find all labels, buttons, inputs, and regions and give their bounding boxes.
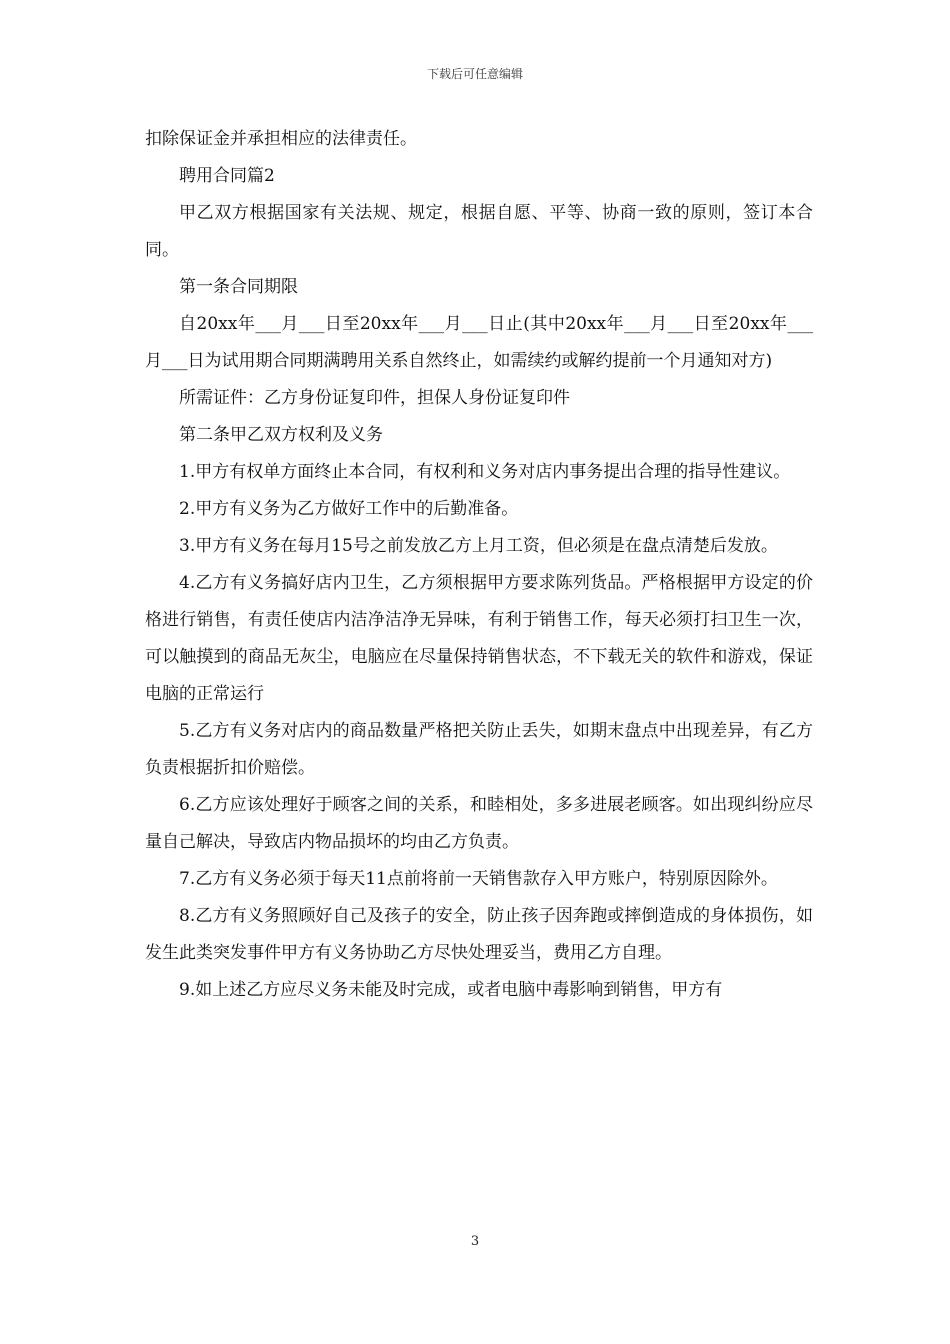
paragraph-continuation: 扣除保证金并承担相应的法律责任。 (145, 129, 417, 149)
paragraph-documents: 所需证件：乙方身份证复印件，担保人身份证复印件 (179, 388, 570, 408)
paragraph-preamble: 甲乙双方根据国家有关法规、规定，根据自愿、平等、协商一致的原则，签订本合同。 (145, 203, 813, 260)
clause-3: 3.甲方有义务在每月15号之前发放乙方上月工资，但必须是在盘点清楚后发放。 (179, 536, 778, 556)
clause-9: 9.如上述乙方应尽义务未能及时完成，或者电脑中毒影响到销售，甲方有 (179, 980, 723, 1000)
document-body (145, 121, 813, 1009)
clause-2: 2.甲方有义务为乙方做好工作中的后勤准备。 (179, 499, 519, 519)
page-header-note: 下载后可任意编辑 (426, 67, 523, 81)
clause-5: 5.乙方有义务对店内的商品数量严格把关防止丢失，如期末盘点中出现差异，有乙方负责根据折扣价赔偿。 (145, 721, 813, 778)
clause-8: 8.乙方有义务照顾好自己及孩子的安全，防止孩子因奔跑或摔倒造成的身体损伤，如发生此类突发事件甲方有义务协助乙方尽快处理妥当，费用乙方自理。 (145, 906, 813, 963)
article-heading-rights: 第二条甲乙双方权利及义务 (179, 425, 383, 445)
paragraph-term: 自20xx年___月___日至20xx年___月___日止(其中20xx年___月___日至20xx年___月___日为试用期合同期满聘用关系自然终止，如需续约或解约提前一个月通知对方) (145, 314, 813, 371)
article-heading-term: 第一条合同期限 (179, 277, 298, 297)
clause-1: 1.甲方有权单方面终止本合同，有权利和义务对店内事务提出合理的指导性建议。 (179, 462, 791, 482)
section-title: 聘用合同篇2 (179, 166, 275, 186)
clause-4: 4.乙方有义务搞好店内卫生，乙方须根据甲方要求陈列货品。严格根据甲方设定的价格进行销售，有责任使店内洁净洁净无异味，有利于销售工作，每天必须打扫卫生一次，可以触摸到的商品无灰尘，电脑应在尽量保持销售状态，不下载无关的软件和游戏，保证电脑的正常运行 (145, 573, 813, 704)
page-number: 3 (470, 1234, 480, 1249)
clause-6: 6.乙方应该处理好于顾客之间的关系，和睦相处，多多进展老顾客。如出现纠纷应尽量自己解决，导致店内物品损坏的均由乙方负责。 (145, 795, 813, 852)
clause-7: 7.乙方有义务必须于每天11点前将前一天销售款存入甲方账户，特别原因除外。 (179, 869, 778, 889)
